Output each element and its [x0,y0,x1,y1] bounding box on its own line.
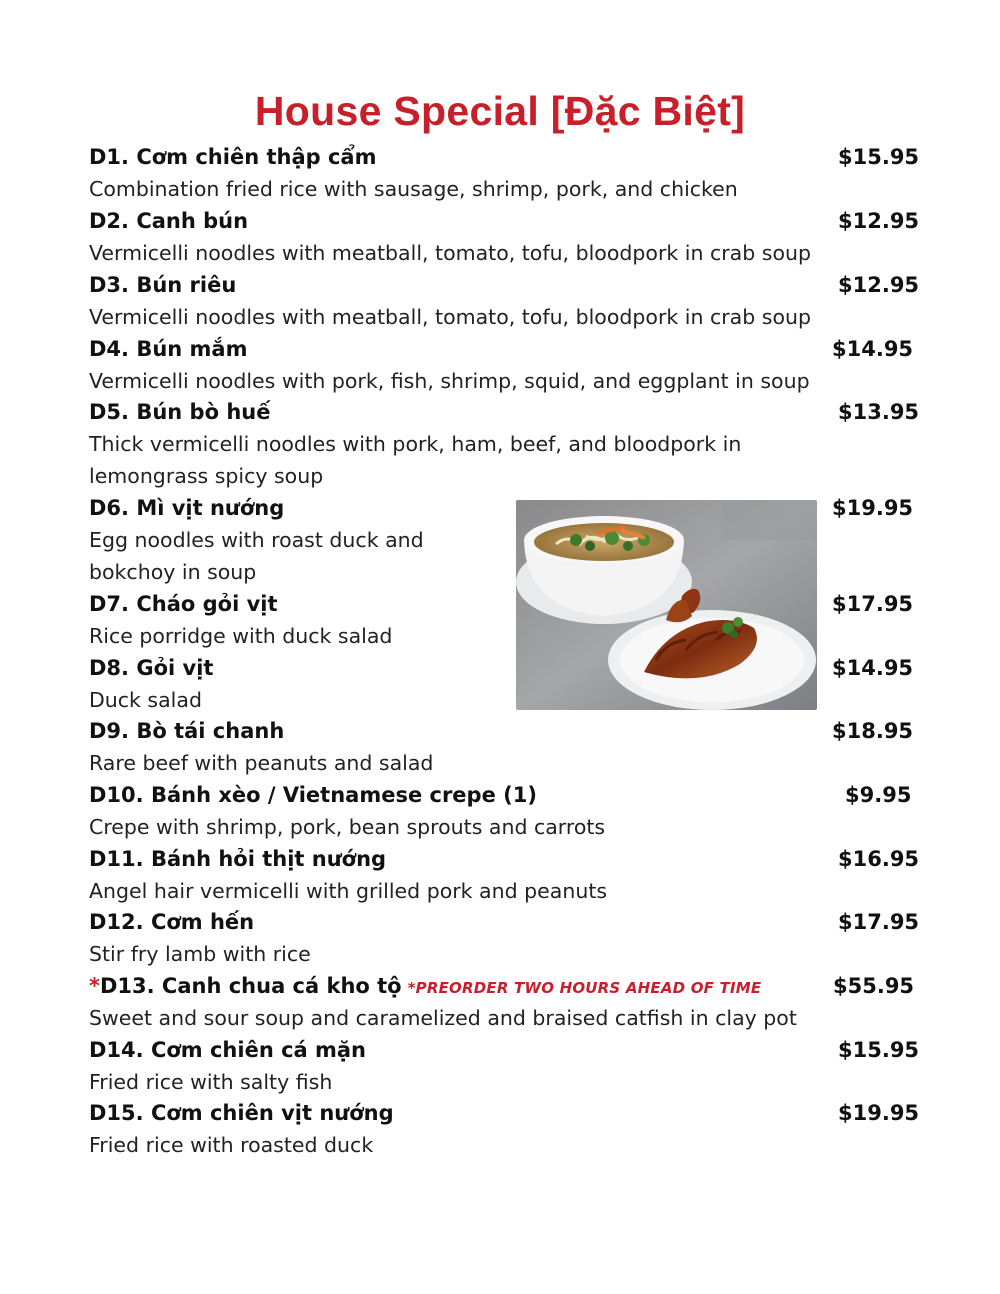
menu-item-name: D3. Bún riêu [89,273,237,297]
menu-item-price: $15.95 [838,1038,920,1062]
menu-item-price: $14.95 [832,656,914,680]
menu-item-description: Rare beef with peanuts and salad [89,751,434,775]
menu-item-name: D8. Gỏi vịt [89,656,214,680]
menu-item-name: D15. Cơm chiên vịt nướng [89,1101,394,1125]
menu-item-name: D4. Bún mắm [89,337,248,361]
menu-item-description: Fried rice with salty fish [89,1070,333,1094]
menu-item-price: $12.95 [838,209,920,233]
menu-item-price: $9.95 [845,783,912,807]
menu-item-price: $18.95 [832,719,914,743]
preorder-note: *PREORDER TWO HOURS AHEAD OF TIME [407,979,762,997]
menu-item-description: Rice porridge with duck salad [89,624,393,648]
food-photo [516,500,817,710]
menu-item-name: D12. Cơm hến [89,910,255,934]
menu-item-description: Thick vermicelli noodles with pork, ham, beef, and bloodpork in [89,432,742,456]
menu-item-description: Sweet and sour soup and caramelized and braised catfish in clay pot [89,1006,797,1030]
menu-title: House Special [Đặc Biệt] [254,88,746,134]
menu-item-name-text: D13. Canh chua cá kho tộ [99,974,402,998]
menu-item-price: $19.95 [838,1101,920,1125]
menu-item-price: $12.95 [838,273,920,297]
menu-item-description: Crepe with shrimp, pork, bean sprouts and carrots [89,815,606,839]
menu-item-name: D10. Bánh xèo / Vietnamese crepe (1) [89,783,537,807]
menu-item-description: Egg noodles with roast duck and [89,528,424,552]
menu-item-price: $19.95 [832,496,914,520]
menu-item-name: D9. Bò tái chanh [89,719,285,743]
roast-duck-and-noodle-soup-image [516,500,817,710]
menu-item-name: D7. Cháo gỏi vịt [89,592,278,616]
menu-item-price: $14.95 [832,337,914,361]
menu-item-description: Vermicelli noodles with pork, fish, shrimp, squid, and eggplant in soup [89,369,810,393]
menu-item-price: $16.95 [838,847,920,871]
menu-item-description: Duck salad [89,688,202,712]
menu-item-description: lemongrass spicy soup [89,464,324,488]
menu-item-name: D6. Mì vịt nướng [89,496,285,520]
menu-item-name: D1. Cơm chiên thập cẩm [89,145,377,169]
menu-item-description: Angel hair vermicelli with grilled pork and peanuts [89,879,608,903]
menu-item-description: Stir fry lamb with rice [89,942,311,966]
menu-item-description: Vermicelli noodles with meatball, tomato, tofu, bloodpork in crab soup [89,305,811,329]
menu-item-price: $13.95 [838,400,920,424]
menu-item-description: Combination fried rice with sausage, shrimp, pork, and chicken [89,177,738,201]
menu-item-price: $15.95 [838,145,920,169]
menu-item-name: D5. Bún bò huế [89,400,271,424]
menu-item-name: D14. Cơm chiên cá mặn [89,1038,367,1062]
preorder-marker: * [89,974,100,998]
menu-item-description: Vermicelli noodles with meatball, tomato, tofu, bloodpork in crab soup [89,241,811,265]
menu-item-description: Fried rice with roasted duck [89,1133,374,1157]
menu-item-price: $17.95 [838,910,920,934]
menu-item-price: $17.95 [832,592,914,616]
menu-item-price: $55.95 [833,974,915,998]
menu-item-name: D2. Canh bún [89,209,249,233]
menu-item-name: D11. Bánh hỏi thịt nướng [89,847,387,871]
menu-item-name [89,972,761,1002]
menu-item-description: bokchoy in soup [89,560,257,584]
